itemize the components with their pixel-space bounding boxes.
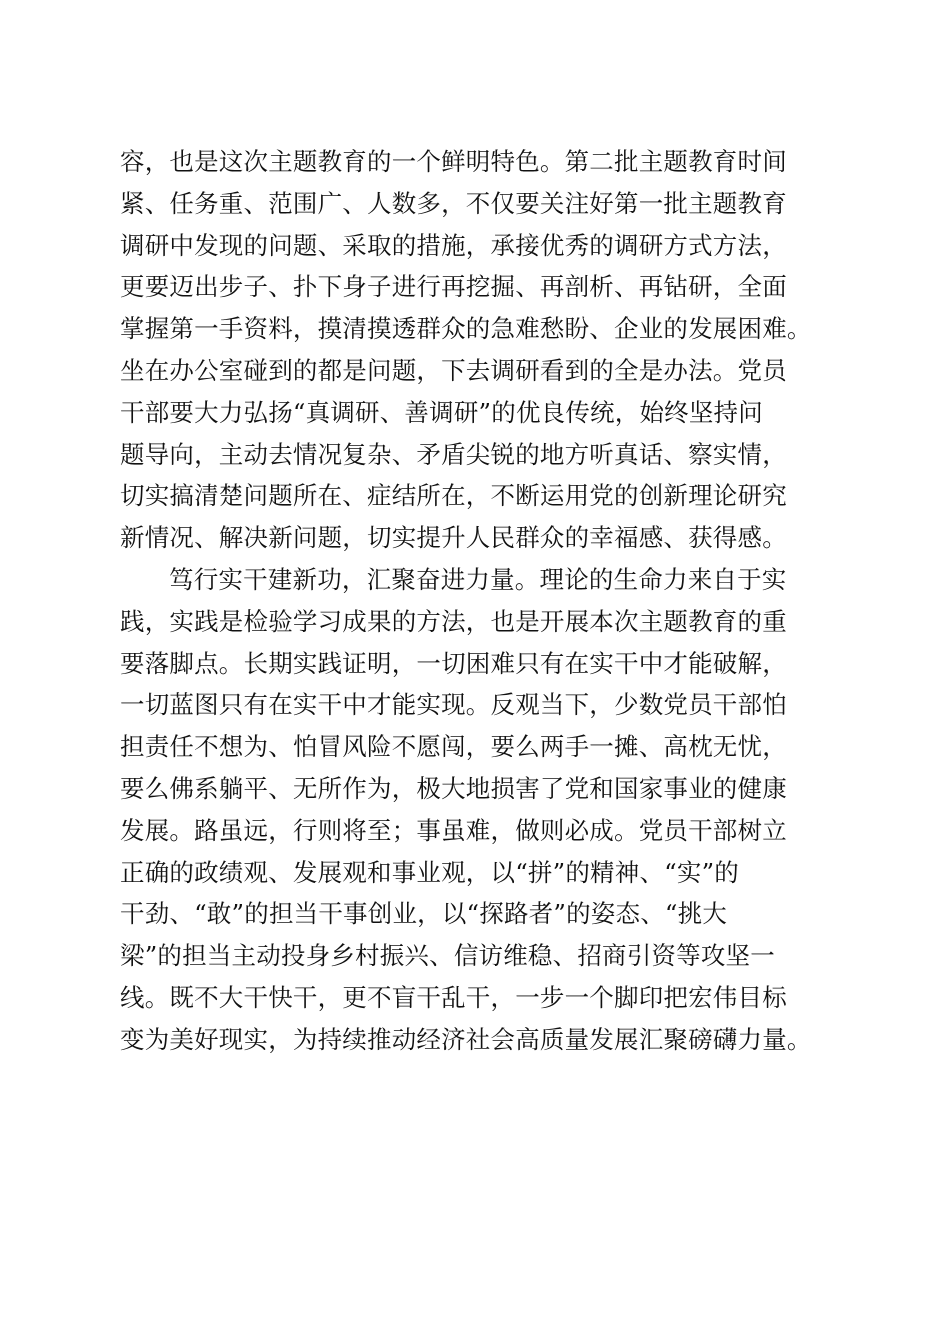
paragraph-line: 要么佛系躺平、无所作为，极大地损害了党和国家事业的健康 [120,773,787,803]
paragraph-line: 正确的政绩观、发展观和事业观，以“拼”的精神、“实”的 [120,857,739,887]
paragraph-line: 题导向，主动去情况复杂、矛盾尖锐的地方听真话、察实情， [120,439,787,469]
paragraph-line: 发展。路虽远，行则将至；事虽难，做则必成。党员干部树立 [120,815,787,845]
paragraph-line: 梁”的担当主动投身乡村振兴、信访维稳、招商引资等攻坚一 [120,941,775,971]
paragraph-line-indented: 笃行实干建新功，汇聚奋进力量。理论的生命力来自于实 [169,564,787,594]
paragraph-line: 一切蓝图只有在实干中才能实现。反观当下，少数党员干部怕 [120,690,787,720]
paragraph-line: 坐在办公室碰到的都是问题，下去调研看到的全是办法。党员 [120,355,787,385]
paragraph-line: 要落脚点。长期实践证明，一切困难只有在实干中才能破解， [120,648,787,678]
paragraph-line: 践，实践是检验学习成果的方法，也是开展本次主题教育的重 [120,606,787,636]
paragraph-line: 变为美好现实，为持续推动经济社会高质量发展汇聚磅礴力量。 [120,1024,812,1054]
paragraph-line: 干劲、“敢”的担当干事创业，以“探路者”的姿态、“挑大 [120,899,728,929]
paragraph-line: 干部要大力弘扬“真调研、善调研”的优良传统，始终坚持问 [120,397,763,427]
paragraph-line: 调研中发现的问题、采取的措施，承接优秀的调研方式方法， [120,230,787,260]
paragraph-line: 新情况、解决新问题，切实提升人民群众的幸福感、获得感。 [120,523,787,553]
paragraph-line: 担责任不想为、怕冒风险不愿闯，要么两手一摊、高枕无忧， [120,732,787,762]
paragraph-line: 线。既不大干快干，更不盲干乱干，一步一个脚印把宏伟目标 [120,982,787,1012]
document-body [120,141,840,1061]
paragraph-line: 掌握第一手资料，摸清摸透群众的急难愁盼、企业的发展困难。 [120,314,812,344]
paragraph-2 [120,559,840,1061]
paragraph-1 [120,141,840,559]
paragraph-line: 容，也是这次主题教育的一个鲜明特色。第二批主题教育时间 [120,147,787,176]
paragraph-line: 紧、任务重、范围广、人数多，不仅要关注好第一批主题教育 [120,188,787,218]
paragraph-line: 更要迈出步子、扑下身子进行再挖掘、再剖析、再钻研，全面 [120,272,787,302]
paragraph-line: 切实搞清楚问题所在、症结所在，不断运用党的创新理论研究 [120,481,787,511]
